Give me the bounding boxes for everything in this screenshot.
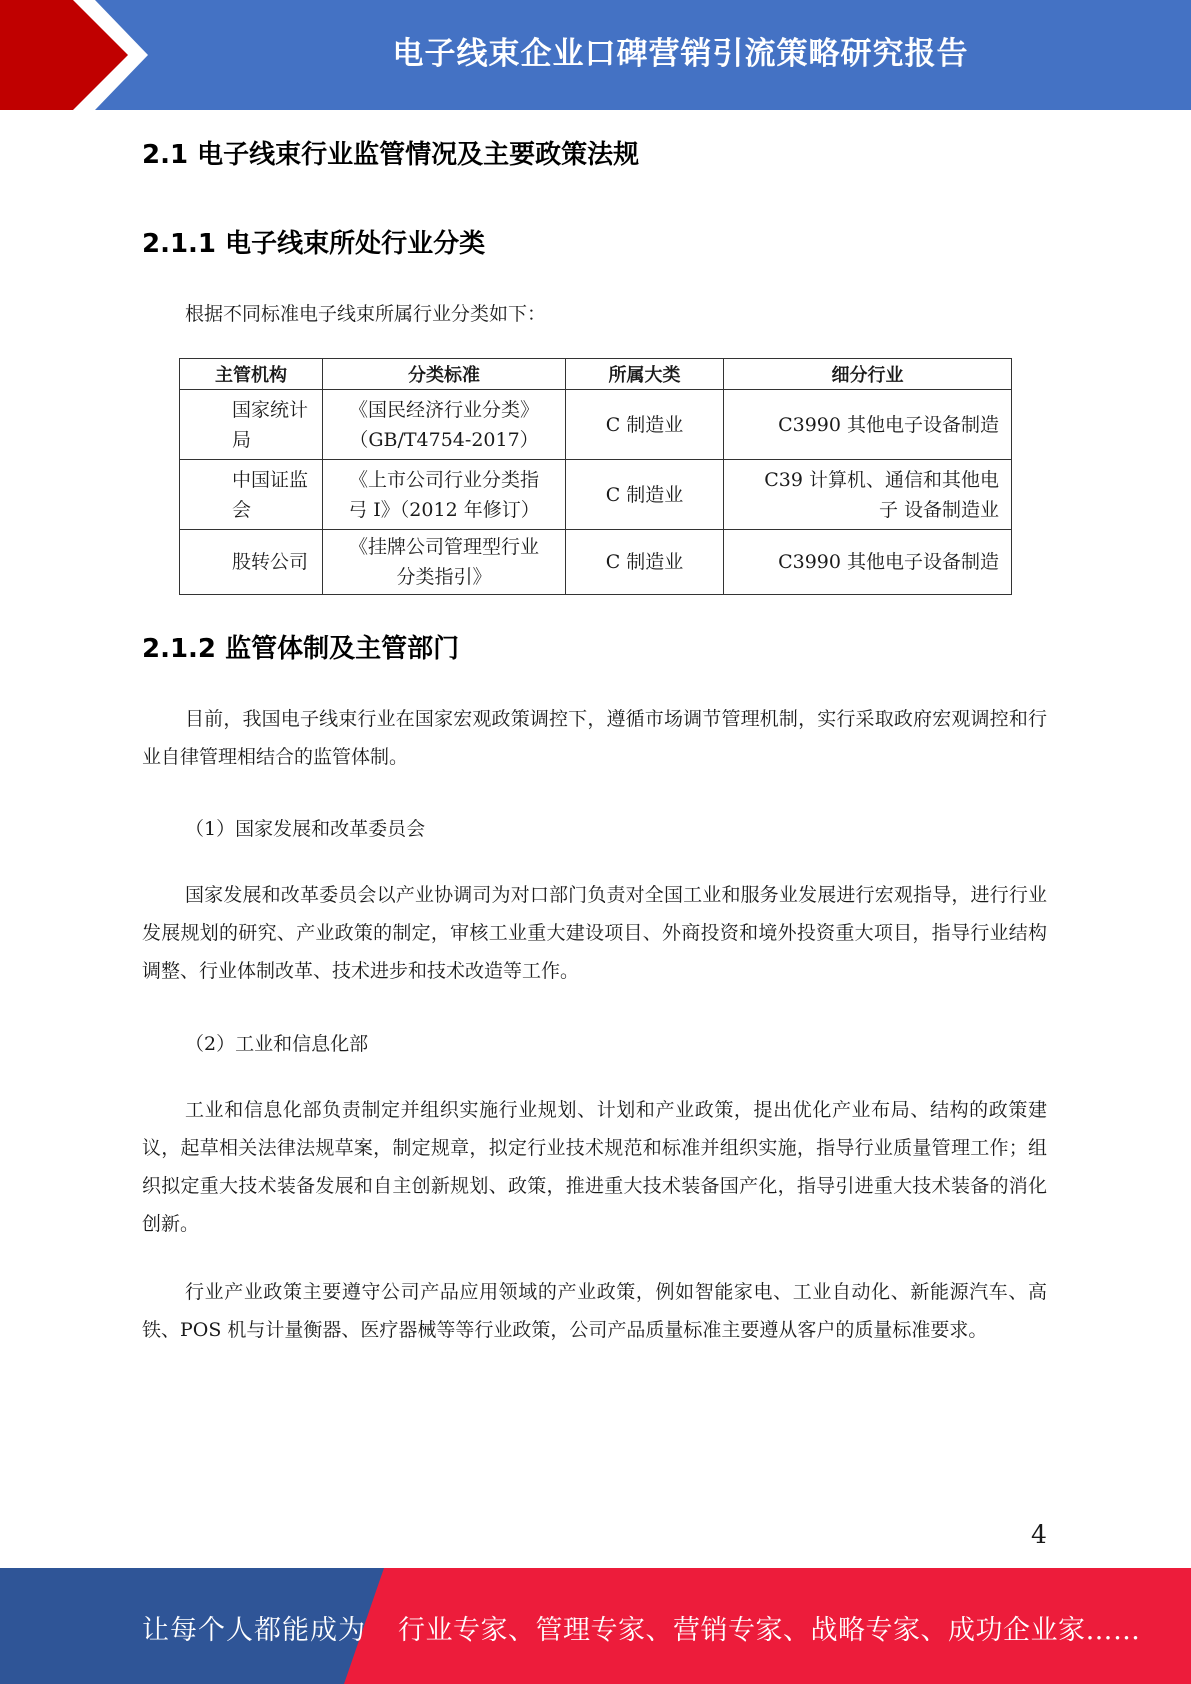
page-number: 4	[1031, 1520, 1047, 1549]
table-header-row	[180, 359, 1012, 390]
column-header: 主管机构	[180, 359, 323, 390]
table-row	[180, 460, 1012, 530]
subsection-label: （2）工业和信息化部	[185, 1033, 369, 1055]
category-cell: C 制造业	[566, 390, 724, 460]
standard-cell: 《国民经济行业分类》 （GB/T4754-2017）	[323, 390, 566, 460]
body-paragraph: 国家发展和改革委员会以产业协调司为对口部门负责对全国工业和服务业发展进行宏观指导，进行行业发展规划的研究、产业政策的制定，审核工业重大建设项目、外商投资和境外投资重大项目，指导行业结构调整、行业体制改革、技术进步和技术改造等工作。	[142, 884, 1047, 982]
standard-cell: 《挂牌公司管理型行业 分类指引》	[323, 530, 566, 595]
industry-cell: C3990 其他电子设备制造	[724, 390, 1012, 460]
page-footer	[0, 1568, 1191, 1684]
section-heading-2-1: 2.1 电子线束行业监管情况及主要政策法规	[142, 140, 640, 170]
industry-cell: C3990 其他电子设备制造	[724, 530, 1012, 595]
table-row	[180, 530, 1012, 595]
report-title: 电子线束企业口碑营销引流策略研究报告	[392, 36, 969, 72]
footer-slogan-left: 让每个人都能成为	[142, 1615, 366, 1646]
header-red-arrow-decoration	[0, 0, 160, 110]
body-paragraph: 目前，我国电子线束行业在国家宏观政策调控下，遵循市场调节管理机制，实行采取政府宏观调控和行业自律管理相结合的监管体制。	[142, 708, 1047, 768]
column-header: 分类标准	[323, 359, 566, 390]
section-heading-2-1-1: 2.1.1 电子线束所处行业分类	[142, 229, 486, 259]
org-cell: 中国证监 会	[180, 460, 323, 530]
standard-cell: 《上市公司行业分类指 弓 I》（2012 年修订）	[323, 460, 566, 530]
section-heading-2-1-2: 2.1.2 监管体制及主管部门	[142, 634, 460, 664]
subsection-label: （1）国家发展和改革委员会	[185, 818, 426, 840]
body-paragraph: 工业和信息化部负责制定并组织实施行业规划、计划和产业政策，提出优化产业布局、结构的政策建议，起草相关法律法规草案，制定规章，拟定行业技术规范和标准并组织实施，指导行业质量管理工作；组织拟定重大技术装备发展和自主创新规划、政策，推进重大技术装备国产化，指导引进重大技术装备的消化创新。	[142, 1099, 1047, 1235]
body-paragraph: 行业产业政策主要遵守公司产品应用领域的产业政策，例如智能家电、工业自动化、新能源汽车、高铁、POS 机与计量衡器、医疗器械等等行业政策，公司产品质量标准主要遵从客户的质量标准要求。	[142, 1281, 1047, 1341]
org-cell: 国家统计 局	[180, 390, 323, 460]
industry-cell: C39 计算机、通信和其他电 子 设备制造业	[724, 460, 1012, 530]
page-header	[0, 0, 1191, 110]
footer-slogan-right: 行业专家、管理专家、营销专家、战略专家、成功企业家……	[398, 1615, 1141, 1646]
column-header: 细分行业	[724, 359, 1012, 390]
category-cell: C 制造业	[566, 460, 724, 530]
column-header: 所属大类	[566, 359, 724, 390]
table-row	[180, 390, 1012, 460]
category-cell: C 制造业	[566, 530, 724, 595]
industry-classification-table	[179, 358, 1012, 595]
table-intro-text: 根据不同标准电子线束所属行业分类如下：	[185, 303, 547, 325]
org-cell: 股转公司	[180, 530, 323, 595]
